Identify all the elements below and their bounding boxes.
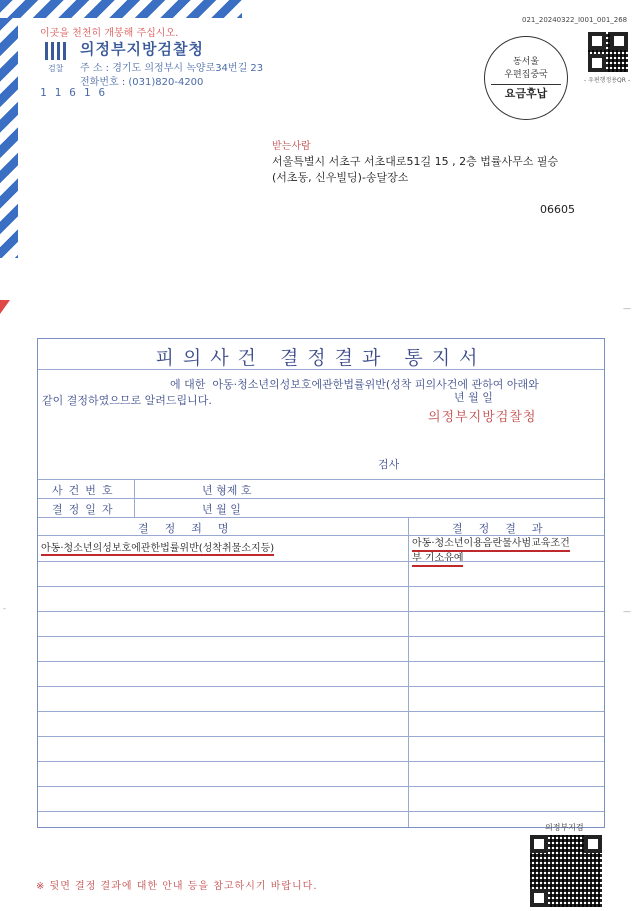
charge-value-text: 아동·청소년의성보호에관한법률위반(성착취물소지등) [41,543,275,554]
result-value [412,537,570,567]
qr-finder-tl [588,32,606,50]
charge-value [41,539,274,554]
grid-line [38,636,604,637]
sender-address-row: 주 소 : 경기도 의정부시 녹양로34번길 23 [80,63,264,74]
address-label: 주 소 [80,63,103,74]
grid-line [38,561,604,562]
result-col-divider [408,517,409,827]
stamp-line3: 요금후납 [504,87,548,100]
office-name: 의정부지방검찰청 [428,410,537,425]
handle-notice [40,24,178,39]
stamp-line1: 동서울 [512,57,540,67]
result-value-line1: 아동·청소년이용음란물사범교육조건 [412,537,570,552]
fold-mark-right-top: — [623,304,631,313]
label-col-divider [134,479,135,517]
prosecutor-label: 검사 [378,458,400,471]
qr-finder-bl [530,889,548,907]
result-value-line2: 부 기소유예 [412,552,463,567]
intro-case: 아동·청소년의성보호에관한법률위반(성착 피의사건에 관하여 아래와 [212,378,539,391]
intro-line2: 같이 결정하였으므로 알려드립니다. [42,394,212,407]
decision-date-label: 결정일자 [52,503,119,516]
decision-date-value: 년 월 일 [202,503,241,516]
grid-line [38,786,604,787]
case-no-value: 년 형제 호 [202,484,252,497]
phone-label: 전화번호 [80,77,119,88]
grid-line [38,761,604,762]
notice-form [37,338,605,828]
airmail-stripe-left [0,18,18,258]
intro-prefix: 에 대한 [170,378,206,391]
corner-mark [0,300,10,314]
footer-note: ※ 뒷면 결정 결과에 대한 안내 등을 참고하시기 바랍니다. [36,881,318,892]
qr-finder-tr [584,835,602,853]
recipient-address-line2: (서초동, 신우빌딩)-송달장소 [272,171,409,184]
qr-finder-tl [530,835,548,853]
logo-caption: 검찰 [48,64,64,73]
document-code: 021_20240322_I001_001_268 [522,16,628,24]
grid-line [38,711,604,712]
fold-mark-left-mid: - [3,604,6,613]
row-line-3 [38,517,604,518]
title-divider [38,369,604,370]
bottom-qr-code-icon [530,835,602,907]
qr-finder-bl [588,54,606,72]
stamp-line2: 우편집중국 [504,70,548,80]
form-title: 피의사건 결정결과 통지서 [155,347,487,369]
recipient-code: 06605 [540,203,575,216]
postage-stamp [484,36,568,120]
grid-line [38,661,604,662]
sender-phone: (031)820-4200 [128,77,204,88]
recipient-label: 받는사람 [272,141,311,152]
sender-address: 경기도 의정부시 녹양로34번길 23 [112,63,264,74]
row-line-2 [38,498,604,499]
stamp-divider [491,84,561,85]
grid-line [38,686,604,687]
grid-line [38,811,604,812]
case-no-label: 사건번호 [52,484,119,497]
qr-finder-tr [610,32,628,50]
row-line-1 [38,479,604,480]
sender-zip: 11616 [40,86,114,99]
postal-qr-caption: - 우편행정용QR - [584,77,631,84]
header-result: 결정결과 [452,522,559,535]
airmail-stripe-top [0,0,242,18]
header-charge: 결정죄명 [138,522,245,535]
grid-line [38,611,604,612]
sender-phone-row: 전화번호 : (031)820-4200 [80,77,204,88]
sender-name: 의정부지방검찰청 [80,40,204,58]
fold-mark-right-mid: — [623,607,631,616]
recipient-address-line1: 서울특별시 서초구 서초대로51길 15 , 2층 법률사무소 필승 [272,155,559,168]
header-line [38,535,604,536]
prosecution-logo-icon [44,40,70,62]
bottom-qr-label: 의정부지검 [545,823,584,832]
postal-qr-code-icon [588,32,628,72]
grid-line [38,586,604,587]
date-line: 년 월 일 [454,391,493,404]
handle-notice-text: 이곳을 천천히 개봉해 주십시오. [40,28,179,39]
grid-line [38,736,604,737]
